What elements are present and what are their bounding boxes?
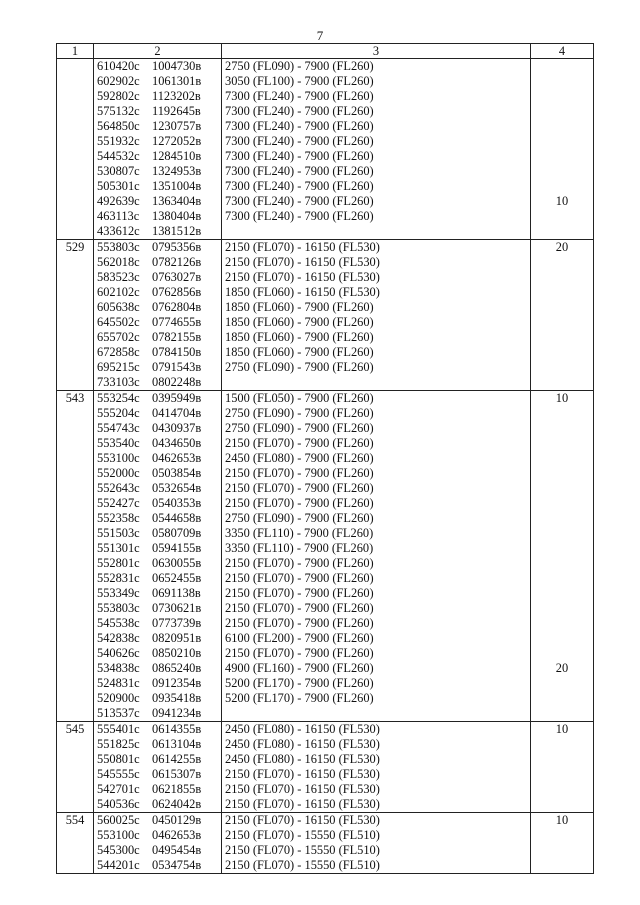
longitude: 0621855в bbox=[152, 782, 202, 796]
altitude-range: 3350 (FL110) - 7900 (FL260) bbox=[225, 541, 374, 555]
zone-number bbox=[57, 59, 94, 240]
coordinate-list bbox=[94, 59, 222, 240]
longitude: 0430937в bbox=[152, 421, 202, 435]
column-4-cell bbox=[531, 240, 594, 391]
longitude: 0941234в bbox=[152, 706, 202, 720]
altitude-range: 2150 (FL070) - 16150 (FL530) bbox=[225, 240, 380, 254]
latitude: 553254с bbox=[97, 391, 140, 405]
longitude: 0782155в bbox=[152, 330, 202, 344]
longitude: 1004730в bbox=[152, 59, 202, 73]
coordinate-point bbox=[97, 556, 218, 571]
altitude-range: 2150 (FL070) - 15550 (FL510) bbox=[225, 858, 380, 872]
coordinate-point bbox=[97, 421, 218, 436]
longitude: 1123202в bbox=[152, 89, 201, 103]
latitude: 645502с bbox=[97, 315, 140, 329]
coordinate-point bbox=[97, 179, 218, 194]
altitude-range: 2450 (FL080) - 16150 (FL530) bbox=[225, 722, 380, 736]
coordinate-point bbox=[97, 406, 218, 421]
coordinate-point bbox=[97, 345, 218, 360]
coordinate-point bbox=[97, 767, 218, 782]
latitude: 602902с bbox=[97, 74, 140, 88]
zone-number: 545 bbox=[57, 722, 94, 813]
altitude-range: 7300 (FL240) - 7900 (FL260) bbox=[225, 104, 374, 118]
latitude: 551301с bbox=[97, 541, 140, 555]
coordinate-point bbox=[97, 828, 218, 843]
coordinate-point bbox=[97, 616, 218, 631]
altitude-range: 7300 (FL240) - 7900 (FL260) bbox=[225, 119, 374, 133]
altitude-list bbox=[222, 813, 531, 874]
altitude-range: 1850 (FL060) - 7900 (FL260) bbox=[225, 345, 374, 359]
column-4-value: 10 bbox=[555, 391, 569, 405]
altitude-range: 2150 (FL070) - 7900 (FL260) bbox=[225, 436, 374, 450]
coordinate-point bbox=[97, 391, 218, 406]
coordinate-point bbox=[97, 134, 218, 149]
column-4-value: 20 bbox=[555, 240, 569, 254]
altitude-range: 2150 (FL070) - 7900 (FL260) bbox=[225, 481, 374, 495]
altitude-range: 2150 (FL070) - 16150 (FL530) bbox=[225, 782, 380, 796]
longitude: 0820951в bbox=[152, 631, 202, 645]
altitude-range: 2750 (FL090) - 7900 (FL260) bbox=[225, 360, 374, 374]
coordinate-point bbox=[97, 104, 218, 119]
altitude-range: 3350 (FL110) - 7900 (FL260) bbox=[225, 526, 374, 540]
altitude-range: 2150 (FL070) - 15550 (FL510) bbox=[225, 828, 380, 842]
coordinate-point bbox=[97, 843, 218, 858]
longitude: 0850210в bbox=[152, 646, 202, 660]
longitude: 0615307в bbox=[152, 767, 202, 781]
latitude: 564850с bbox=[97, 119, 140, 133]
coordinate-point bbox=[97, 797, 218, 812]
coordinate-point bbox=[97, 74, 218, 89]
longitude: 0613104в bbox=[152, 737, 202, 751]
latitude: 552000с bbox=[97, 466, 140, 480]
altitude-range: 7300 (FL240) - 7900 (FL260) bbox=[225, 149, 374, 163]
airspace-coordinates-table bbox=[56, 43, 594, 874]
longitude: 0414704в bbox=[152, 406, 202, 420]
coordinate-point bbox=[97, 676, 218, 691]
longitude: 0763027в bbox=[152, 270, 202, 284]
latitude: 553803с bbox=[97, 601, 140, 615]
longitude: 1230757в bbox=[152, 119, 202, 133]
altitude-range: 1850 (FL060) - 7900 (FL260) bbox=[225, 330, 374, 344]
longitude: 0503854в bbox=[152, 466, 202, 480]
column-4-value: 10 bbox=[555, 813, 569, 827]
table-row bbox=[57, 240, 594, 391]
latitude: 545300с bbox=[97, 843, 140, 857]
altitude-range: 2150 (FL070) - 7900 (FL260) bbox=[225, 496, 374, 510]
latitude: 530807с bbox=[97, 164, 140, 178]
altitude-range: 2150 (FL070) - 7900 (FL260) bbox=[225, 601, 374, 615]
coordinate-point bbox=[97, 330, 218, 345]
longitude: 0540353в bbox=[152, 496, 202, 510]
coordinate-list bbox=[94, 813, 222, 874]
longitude: 1380404в bbox=[152, 209, 202, 223]
longitude: 0784150в bbox=[152, 345, 202, 359]
altitude-range: 2150 (FL070) - 16150 (FL530) bbox=[225, 797, 380, 811]
coordinate-point bbox=[97, 601, 218, 616]
longitude: 0534754в bbox=[152, 858, 202, 872]
coordinate-point bbox=[97, 858, 218, 873]
coordinate-point bbox=[97, 270, 218, 285]
longitude: 0395949в bbox=[152, 391, 202, 405]
coordinate-point bbox=[97, 119, 218, 134]
latitude: 551825с bbox=[97, 737, 140, 751]
altitude-range: 7300 (FL240) - 7900 (FL260) bbox=[225, 179, 374, 193]
altitude-range: 3050 (FL100) - 7900 (FL260) bbox=[225, 74, 374, 88]
coordinate-point bbox=[97, 89, 218, 104]
header-col-3: 3 bbox=[222, 44, 531, 59]
coordinate-point bbox=[97, 586, 218, 601]
coordinate-point bbox=[97, 691, 218, 706]
latitude: 552831с bbox=[97, 571, 140, 585]
longitude: 0774655в bbox=[152, 315, 202, 329]
altitude-range: 7300 (FL240) - 7900 (FL260) bbox=[225, 134, 374, 148]
longitude: 0580709в bbox=[152, 526, 202, 540]
altitude-range: 1850 (FL060) - 7900 (FL260) bbox=[225, 300, 374, 314]
coordinate-point bbox=[97, 466, 218, 481]
column-4-cell bbox=[531, 59, 594, 240]
coordinate-point bbox=[97, 375, 218, 390]
coordinate-point bbox=[97, 481, 218, 496]
coordinate-point bbox=[97, 149, 218, 164]
latitude: 672858с bbox=[97, 345, 140, 359]
coordinate-point bbox=[97, 436, 218, 451]
latitude: 592802с bbox=[97, 89, 140, 103]
coordinate-point bbox=[97, 451, 218, 466]
longitude: 1324953в bbox=[152, 164, 202, 178]
altitude-range: 2450 (FL080) - 16150 (FL530) bbox=[225, 737, 380, 751]
altitude-range: 2150 (FL070) - 7900 (FL260) bbox=[225, 646, 374, 660]
table-row bbox=[57, 813, 594, 874]
altitude-range: 2150 (FL070) - 15550 (FL510) bbox=[225, 843, 380, 857]
altitude-range: 5200 (FL170) - 7900 (FL260) bbox=[225, 691, 374, 705]
longitude: 0614355в bbox=[152, 722, 202, 736]
coordinate-point bbox=[97, 737, 218, 752]
zone-number: 543 bbox=[57, 391, 94, 722]
latitude: 733103с bbox=[97, 375, 140, 389]
altitude-range: 2150 (FL070) - 7900 (FL260) bbox=[225, 586, 374, 600]
longitude: 0795356в bbox=[152, 240, 202, 254]
longitude: 0450129в bbox=[152, 813, 202, 827]
latitude: 553540с bbox=[97, 436, 140, 450]
latitude: 552427с bbox=[97, 496, 140, 510]
altitude-range: 1850 (FL060) - 16150 (FL530) bbox=[225, 285, 380, 299]
latitude: 542701с bbox=[97, 782, 140, 796]
longitude: 0614255в bbox=[152, 752, 202, 766]
latitude: 550801с bbox=[97, 752, 140, 766]
longitude: 0532654в bbox=[152, 481, 202, 495]
coordinate-point bbox=[97, 164, 218, 179]
longitude: 0773739в bbox=[152, 616, 202, 630]
coordinate-point bbox=[97, 752, 218, 767]
coordinate-point bbox=[97, 59, 218, 74]
column-4-value: 20 bbox=[555, 661, 569, 675]
column-4-cell bbox=[531, 813, 594, 874]
coordinate-point bbox=[97, 511, 218, 526]
longitude: 1284510в bbox=[152, 149, 202, 163]
latitude: 505301с bbox=[97, 179, 140, 193]
header-col-4: 4 bbox=[531, 44, 594, 59]
column-4-value: 10 bbox=[555, 722, 569, 736]
longitude: 0912354в bbox=[152, 676, 202, 690]
coordinate-list bbox=[94, 240, 222, 391]
column-4-value: 10 bbox=[555, 194, 569, 208]
column-4-cell bbox=[531, 391, 594, 722]
longitude: 1192645в bbox=[152, 104, 201, 118]
longitude: 0630055в bbox=[152, 556, 202, 570]
coordinate-point bbox=[97, 300, 218, 315]
altitude-range: 2750 (FL090) - 7900 (FL260) bbox=[225, 511, 374, 525]
longitude: 0802248в bbox=[152, 375, 202, 389]
coordinate-point bbox=[97, 526, 218, 541]
zone-number: 554 bbox=[57, 813, 94, 874]
altitude-range: 2150 (FL070) - 7900 (FL260) bbox=[225, 616, 374, 630]
altitude-range: 7300 (FL240) - 7900 (FL260) bbox=[225, 194, 374, 208]
longitude: 0434650в bbox=[152, 436, 202, 450]
longitude: 0762856в bbox=[152, 285, 202, 299]
coordinate-point bbox=[97, 631, 218, 646]
latitude: 695215с bbox=[97, 360, 140, 374]
altitude-range: 2750 (FL090) - 7900 (FL260) bbox=[225, 406, 374, 420]
page-number: 7 bbox=[316, 28, 324, 43]
latitude: 552643с bbox=[97, 481, 140, 495]
coordinate-point bbox=[97, 571, 218, 586]
latitude: 433612с bbox=[97, 224, 140, 238]
latitude: 544201с bbox=[97, 858, 140, 872]
altitude-range: 2750 (FL090) - 7900 (FL260) bbox=[225, 421, 374, 435]
altitude-range: 7300 (FL240) - 7900 (FL260) bbox=[225, 89, 374, 103]
latitude: 542838с bbox=[97, 631, 140, 645]
longitude: 0544658в bbox=[152, 511, 202, 525]
latitude: 554743с bbox=[97, 421, 140, 435]
longitude: 0462653в bbox=[152, 451, 202, 465]
altitude-range: 7300 (FL240) - 7900 (FL260) bbox=[225, 164, 374, 178]
table-row bbox=[57, 391, 594, 722]
coordinate-point bbox=[97, 209, 218, 224]
altitude-range: 6100 (FL200) - 7900 (FL260) bbox=[225, 631, 374, 645]
longitude: 0935418в bbox=[152, 691, 202, 705]
latitude: 553349с bbox=[97, 586, 140, 600]
latitude: 553803с bbox=[97, 240, 140, 254]
latitude: 540626с bbox=[97, 646, 140, 660]
header-col-2: 2 bbox=[94, 44, 222, 59]
latitude: 610420с bbox=[97, 59, 140, 73]
longitude: 0782126в bbox=[152, 255, 202, 269]
latitude: 492639с bbox=[97, 194, 140, 208]
longitude: 1381512в bbox=[152, 224, 202, 238]
latitude: 553100с bbox=[97, 451, 140, 465]
longitude: 0730621в bbox=[152, 601, 202, 615]
coordinate-point bbox=[97, 541, 218, 556]
coordinate-point bbox=[97, 360, 218, 375]
altitude-range: 7300 (FL240) - 7900 (FL260) bbox=[225, 209, 374, 223]
altitude-range: 2150 (FL070) - 16150 (FL530) bbox=[225, 767, 380, 781]
latitude: 553100с bbox=[97, 828, 140, 842]
altitude-list bbox=[222, 391, 531, 722]
longitude: 0594155в bbox=[152, 541, 202, 555]
altitude-range: 2150 (FL070) - 7900 (FL260) bbox=[225, 556, 374, 570]
coordinate-point bbox=[97, 496, 218, 511]
latitude: 575132с bbox=[97, 104, 140, 118]
altitude-range: 2150 (FL070) - 16150 (FL530) bbox=[225, 813, 380, 827]
altitude-range: 1500 (FL050) - 7900 (FL260) bbox=[225, 391, 374, 405]
latitude: 513537с bbox=[97, 706, 140, 720]
longitude: 0495454в bbox=[152, 843, 202, 857]
latitude: 551503с bbox=[97, 526, 140, 540]
latitude: 544532с bbox=[97, 149, 140, 163]
longitude: 1363404в bbox=[152, 194, 202, 208]
coordinate-point bbox=[97, 194, 218, 209]
altitude-range: 2450 (FL080) - 7900 (FL260) bbox=[225, 451, 374, 465]
altitude-range: 2150 (FL070) - 7900 (FL260) bbox=[225, 466, 374, 480]
longitude: 0865240в bbox=[152, 661, 202, 675]
coordinate-point bbox=[97, 315, 218, 330]
altitude-range: 2750 (FL090) - 7900 (FL260) bbox=[225, 59, 374, 73]
latitude: 602102с bbox=[97, 285, 140, 299]
altitude-range: 2150 (FL070) - 7900 (FL260) bbox=[225, 571, 374, 585]
header-col-1: 1 bbox=[57, 44, 94, 59]
latitude: 520900с bbox=[97, 691, 140, 705]
zone-number: 529 bbox=[57, 240, 94, 391]
coordinate-point bbox=[97, 722, 218, 737]
altitude-range: 2450 (FL080) - 16150 (FL530) bbox=[225, 752, 380, 766]
latitude: 524831с bbox=[97, 676, 140, 690]
latitude: 555401с bbox=[97, 722, 140, 736]
coordinate-point bbox=[97, 813, 218, 828]
longitude: 0762804в bbox=[152, 300, 202, 314]
coordinate-point bbox=[97, 255, 218, 270]
latitude: 551932с bbox=[97, 134, 140, 148]
altitude-range: 5200 (FL170) - 7900 (FL260) bbox=[225, 676, 374, 690]
longitude: 1351004в bbox=[152, 179, 202, 193]
altitude-list bbox=[222, 722, 531, 813]
coordinate-point bbox=[97, 285, 218, 300]
coordinate-point bbox=[97, 782, 218, 797]
altitude-range: 2150 (FL070) - 16150 (FL530) bbox=[225, 255, 380, 269]
coordinate-list bbox=[94, 391, 222, 722]
longitude: 0624042в bbox=[152, 797, 202, 811]
latitude: 583523с bbox=[97, 270, 140, 284]
longitude: 1061301в bbox=[152, 74, 202, 88]
latitude: 552801с bbox=[97, 556, 140, 570]
longitude: 0652455в bbox=[152, 571, 202, 585]
coordinate-list bbox=[94, 722, 222, 813]
latitude: 655702с bbox=[97, 330, 140, 344]
latitude: 463113с bbox=[97, 209, 140, 223]
altitude-list bbox=[222, 59, 531, 240]
altitude-range: 4900 (FL160) - 7900 (FL260) bbox=[225, 661, 374, 675]
coordinate-point bbox=[97, 646, 218, 661]
longitude: 0691138в bbox=[152, 586, 201, 600]
coordinate-point bbox=[97, 661, 218, 676]
latitude: 605638с bbox=[97, 300, 140, 314]
altitude-range: 1850 (FL060) - 7900 (FL260) bbox=[225, 315, 374, 329]
latitude: 545538с bbox=[97, 616, 140, 630]
coordinate-point bbox=[97, 224, 218, 239]
latitude: 552358с bbox=[97, 511, 140, 525]
coordinate-point bbox=[97, 240, 218, 255]
table-row bbox=[57, 722, 594, 813]
longitude: 1272052в bbox=[152, 134, 202, 148]
longitude: 0462653в bbox=[152, 828, 202, 842]
latitude: 545555с bbox=[97, 767, 140, 781]
column-4-cell bbox=[531, 722, 594, 813]
altitude-list bbox=[222, 240, 531, 391]
latitude: 555204с bbox=[97, 406, 140, 420]
table-row bbox=[57, 59, 594, 240]
coordinate-point bbox=[97, 706, 218, 721]
longitude: 0791543в bbox=[152, 360, 202, 374]
latitude: 534838с bbox=[97, 661, 140, 675]
altitude-range: 2150 (FL070) - 16150 (FL530) bbox=[225, 270, 380, 284]
table-header-row bbox=[57, 44, 594, 59]
latitude: 540536с bbox=[97, 797, 140, 811]
latitude: 560025с bbox=[97, 813, 140, 827]
latitude: 562018с bbox=[97, 255, 140, 269]
